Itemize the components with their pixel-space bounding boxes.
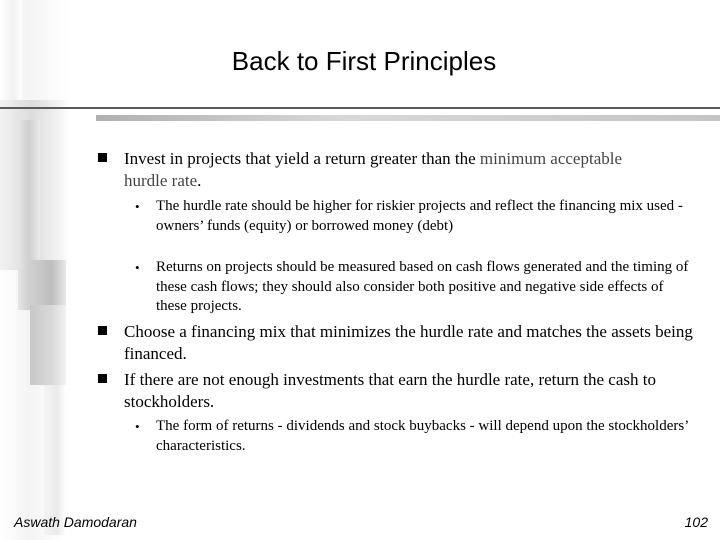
bullet-text: Choose a financing mix that minimizes the hurdle rate and matches the assets being financed.: [124, 322, 693, 363]
sub-bullet-text: Returns on projects should be measured based on cash flows generated and the timing of these cash flows; they should also consider both positive and negative side effects of these projects.: [156, 259, 689, 314]
square-bullet-icon: [98, 326, 107, 335]
square-bullet-icon: [98, 153, 107, 162]
footer-author: Aswath Damodaran: [14, 514, 137, 530]
bullet-item: [124, 148, 644, 192]
bullet-text-suffix: .: [197, 171, 202, 190]
bullet-text: Invest in projects that yield a return greater than the: [124, 149, 480, 168]
dot-bullet-icon: •: [135, 419, 140, 434]
bullet-item: [124, 369, 700, 413]
sub-bullet-item: [135, 417, 696, 456]
sub-bullet-text: The hurdle rate should be higher for riskier projects and reflect the financing mix used - owners’ funds (equity) or borrowed money (debt): [156, 198, 683, 234]
slide-title: Back to First Principles: [231, 46, 497, 76]
dot-bullet-icon: •: [135, 199, 140, 214]
sub-bullet-item: [135, 258, 696, 317]
sub-bullet-text: The form of returns - dividends and stock buybacks - will depend upon the stockholders’ characteristics.: [156, 418, 689, 454]
square-bullet-icon: [98, 374, 107, 383]
page-number: 102: [684, 514, 708, 530]
sub-bullet-item: [135, 197, 696, 236]
bullet-text: If there are not enough investments that earn the hurdle rate, return the cash to stockholders.: [124, 370, 656, 411]
bullet-highlight-text: minimum acceptable hurdle rate: [124, 149, 623, 190]
bullet-item: [124, 321, 700, 365]
dot-bullet-icon: •: [135, 260, 140, 275]
